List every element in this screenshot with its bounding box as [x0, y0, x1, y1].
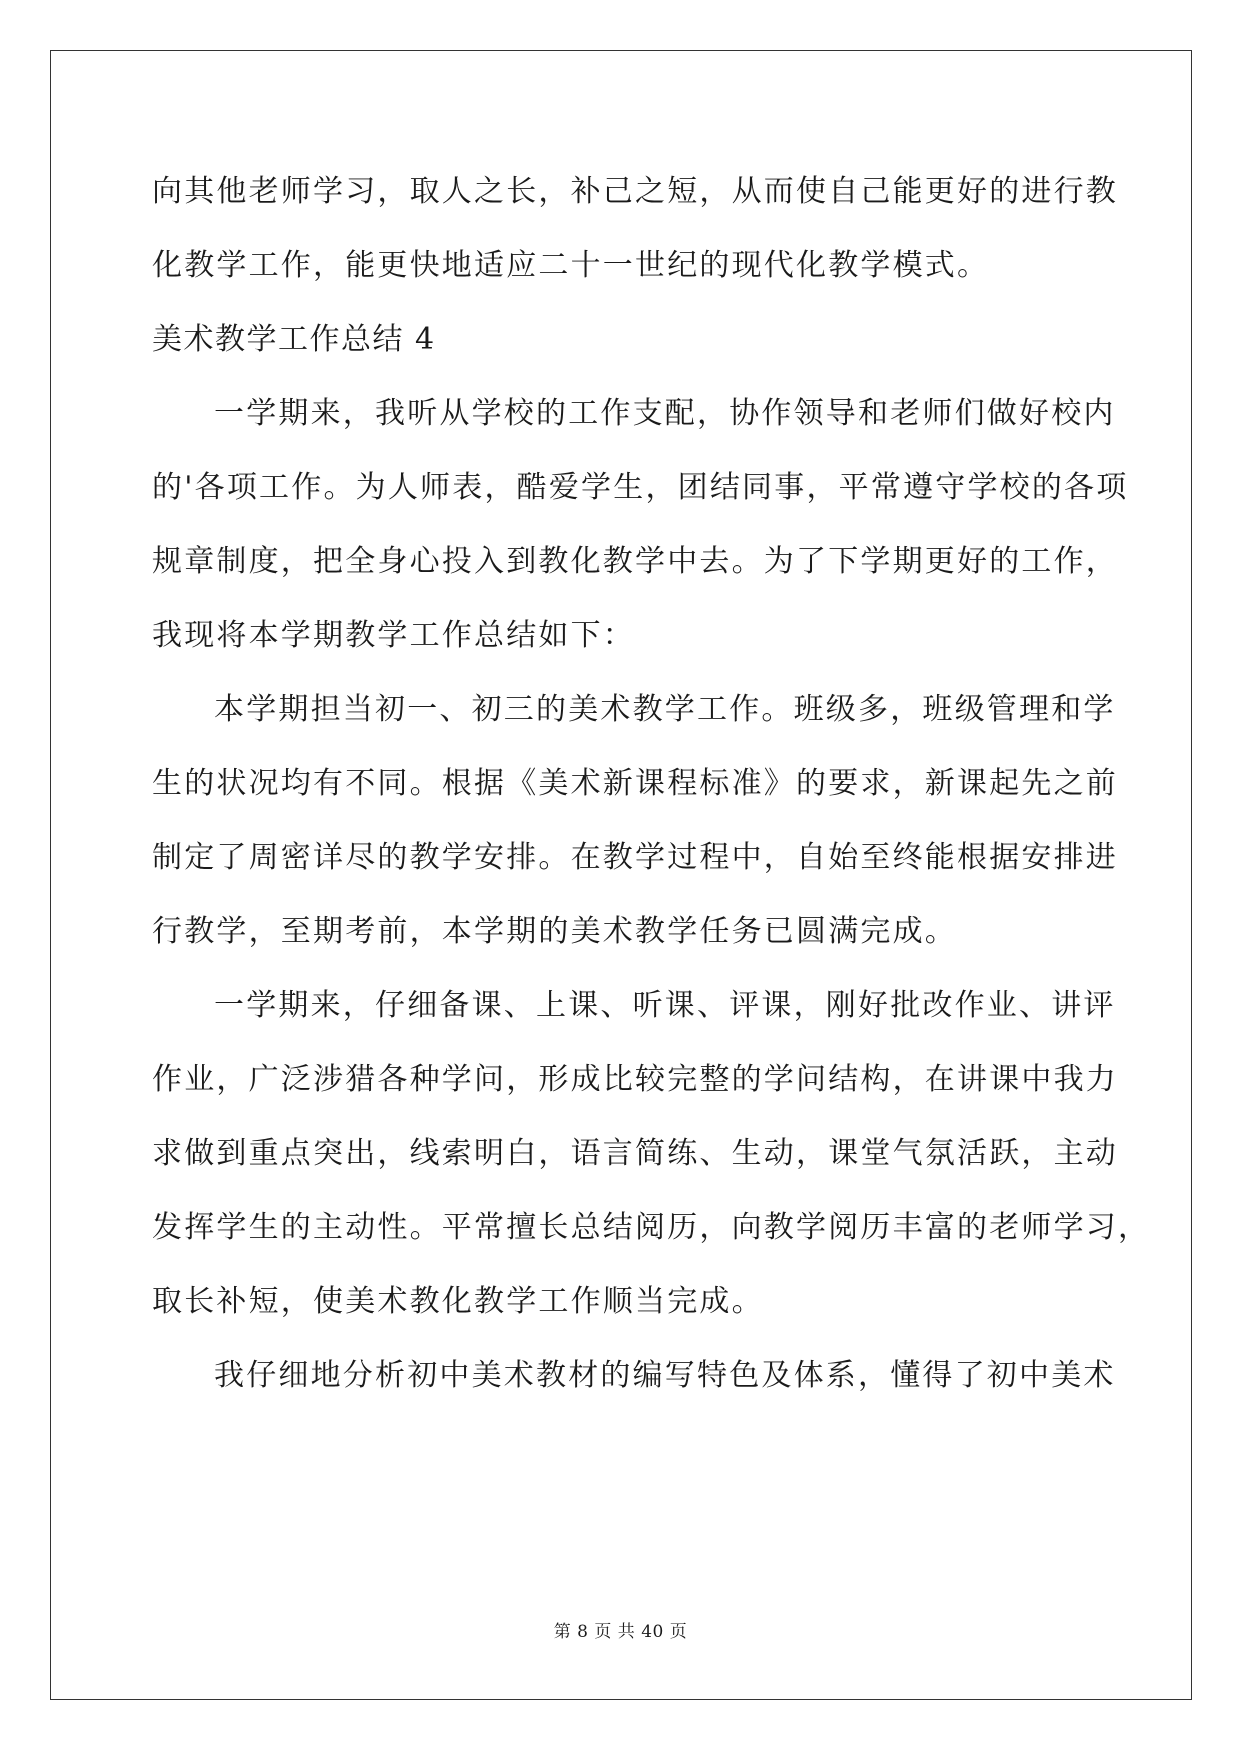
section-heading: 美术教学工作总结 4: [152, 322, 436, 357]
text-line: 一学期来，我听从学校的工作支配，协作领导和老师们做好校内: [214, 396, 1116, 431]
text-line: 我仔细地分析初中美术教材的编写特色及体系，懂得了初中美术: [214, 1358, 1116, 1393]
text-line: 制定了周密详尽的教学安排。在教学过程中，自始至终能根据安排进: [152, 840, 1118, 875]
text-line: 我现将本学期教学工作总结如下：: [152, 618, 635, 653]
text-line: 规章制度，把全身心投入到教化教学中去。为了下学期更好的工作，: [152, 544, 1118, 579]
text-line: 一学期来，仔细备课、上课、听课、评课，刚好批改作业、讲评: [214, 988, 1116, 1023]
text-line: 发挥学生的主动性。平常擅长总结阅历，向教学阅历丰富的老师学习，: [152, 1210, 1151, 1245]
text-line: 求做到重点突出，线索明白，语言简练、生动，课堂气氛活跃，主动: [152, 1136, 1118, 1171]
text-line: 向其他老师学习，取人之长，补己之短，从而使自己能更好的进行教: [152, 174, 1118, 209]
text-line: 的'各项工作。为人师表，酷爱学生，团结同事，平常遵守学校的各项: [152, 470, 1129, 505]
text-line: 化教学工作，能更快地适应二十一世纪的现代化教学模式。: [152, 248, 990, 283]
page-number-footer: 第 8 页 共 40 页: [553, 1622, 688, 1642]
text-line: 作业，广泛涉猎各种学问，形成比较完整的学问结构，在讲课中我力: [152, 1062, 1118, 1097]
text-line: 行教学，至期考前，本学期的美术教学任务已圆满完成。: [152, 914, 957, 949]
text-line: 取长补短，使美术教化教学工作顺当完成。: [152, 1284, 764, 1319]
text-line: 生的状况均有不同。根据《美术新课程标准》的要求，新课起先之前: [152, 766, 1118, 801]
text-line: 本学期担当初一、初三的美术教学工作。班级多，班级管理和学: [214, 692, 1116, 727]
